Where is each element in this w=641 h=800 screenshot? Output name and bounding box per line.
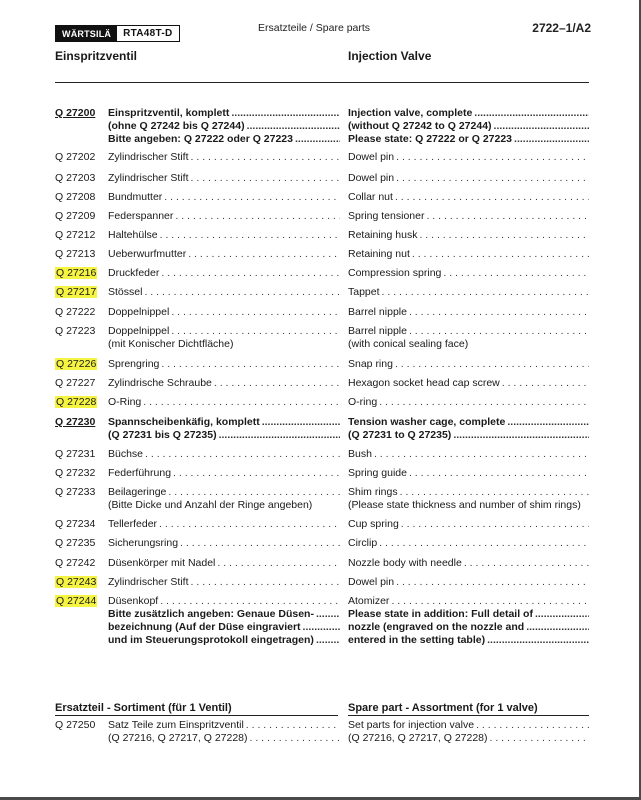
dot-leader	[424, 210, 589, 223]
english-description	[348, 377, 589, 390]
english-description-text: (Please state thickness and number of shim rings)	[348, 499, 581, 511]
english-description-text: nozzle (engraved on the nozzle and	[348, 621, 525, 633]
english-description-text: Set parts for injection valve	[348, 719, 475, 731]
part-number	[55, 518, 95, 531]
english-description	[348, 416, 589, 429]
german-description-text: Haltehülse	[108, 229, 158, 241]
part-number-text: Q 27242	[55, 557, 96, 569]
german-description-text: Düsenkörper mit Nadel	[108, 557, 216, 569]
dot-leader	[407, 325, 589, 338]
german-description-text: Zylindrischer Stift	[108, 576, 189, 588]
german-description	[108, 448, 340, 461]
german-description	[108, 107, 340, 120]
part-number	[55, 416, 95, 429]
english-description	[348, 429, 589, 442]
english-description	[348, 358, 589, 371]
dot-leader	[314, 634, 340, 647]
english-description	[348, 499, 589, 512]
english-description	[348, 325, 589, 338]
german-description-text: Stössel	[108, 286, 143, 298]
german-description	[108, 151, 340, 164]
english-description-text: Hexagon socket head cap screw	[348, 377, 500, 389]
dot-leader	[407, 306, 589, 319]
german-description	[108, 557, 340, 570]
german-description-text: Spannscheibenkäfig, komplett	[108, 416, 260, 428]
english-description	[348, 634, 589, 647]
part-number-text: Q 27212	[55, 229, 96, 241]
part-number	[55, 325, 95, 338]
german-description	[108, 267, 340, 280]
dot-leader	[399, 518, 589, 531]
english-description-text: Shim rings	[348, 486, 398, 498]
english-description	[348, 557, 589, 570]
german-description-text: Federführung	[108, 467, 172, 479]
dot-leader	[217, 429, 340, 442]
logo-brand: WÄRTSILÄ	[56, 26, 117, 41]
title-english: Injection Valve	[348, 49, 432, 63]
english-description-text: (without Q 27242 to Q 27244)	[348, 120, 492, 132]
part-number-text: Q 27234	[55, 518, 96, 530]
dot-leader	[245, 120, 340, 133]
dot-leader	[293, 133, 340, 146]
part-number-highlighted: Q 27244	[56, 595, 97, 607]
english-description-text: Retaining nut	[348, 248, 410, 260]
english-description-text: Injection valve, complete	[348, 107, 473, 119]
dot-leader	[394, 151, 589, 164]
english-description	[348, 396, 589, 409]
part-number-highlighted: Q 27217	[56, 286, 97, 298]
english-description-text: Barrel nipple	[348, 325, 407, 337]
dot-leader	[301, 621, 340, 634]
dot-leader	[474, 719, 589, 732]
part-number	[55, 537, 95, 550]
part-number-text: Q 27202	[55, 151, 96, 163]
english-description	[348, 576, 589, 589]
part-number-text: Q 27213	[55, 248, 96, 260]
english-description	[348, 191, 589, 204]
part-number-text: Q 27230	[55, 416, 96, 428]
dot-leader	[394, 576, 589, 589]
german-description	[108, 191, 340, 204]
english-description	[348, 229, 589, 242]
german-description	[108, 172, 340, 185]
english-description-text: Atomizer	[348, 595, 390, 607]
english-description	[348, 621, 589, 634]
part-number-highlighted: Q 27243	[56, 576, 97, 588]
part-number	[55, 486, 95, 499]
header-divider	[55, 82, 589, 83]
english-description	[348, 151, 589, 164]
german-description	[108, 634, 340, 647]
german-description	[108, 576, 340, 589]
german-description-text: Bitte zusätzlich angeben: Genaue Düsen-	[108, 608, 314, 620]
german-description	[108, 133, 340, 146]
english-description	[348, 467, 589, 480]
english-description	[348, 248, 589, 261]
dot-leader	[141, 396, 340, 409]
english-description	[348, 608, 589, 621]
german-description-text: Doppelnippel	[108, 306, 170, 318]
english-description-text: Dowel pin	[348, 151, 395, 163]
dot-leader	[380, 286, 589, 299]
english-description	[348, 210, 589, 223]
dot-leader	[229, 107, 340, 120]
dot-leader	[169, 306, 340, 319]
part-number	[55, 719, 95, 732]
english-description-text: Tension washer cage, complete	[348, 416, 506, 428]
english-description	[348, 267, 589, 280]
english-description-text: Barrel nipple	[348, 306, 407, 318]
german-description	[108, 416, 340, 429]
dot-leader	[158, 229, 340, 242]
german-description-text: (Q 27231 bis Q 27235)	[108, 429, 217, 441]
english-description	[348, 133, 589, 146]
dot-leader	[492, 120, 589, 133]
english-description-text: (Q 27231 to Q 27235)	[348, 429, 452, 441]
english-description-text: entered in the setting table)	[348, 634, 486, 646]
english-description-text: (Q 27216, Q 27217, Q 27228)	[348, 732, 488, 744]
german-description-text: Einspritzventil, komplett	[108, 107, 230, 119]
english-description-text: O-ring	[348, 396, 378, 408]
part-number	[55, 151, 95, 164]
part-number	[55, 377, 95, 390]
part-number	[55, 306, 95, 319]
dot-leader	[173, 210, 340, 223]
english-description-text: Cup spring	[348, 518, 399, 530]
dot-leader	[393, 358, 589, 371]
dot-leader	[166, 486, 340, 499]
german-description-text: Sicherungsring	[108, 537, 179, 549]
dot-leader	[377, 537, 589, 550]
dot-leader	[462, 557, 589, 570]
german-description	[108, 358, 340, 371]
dot-leader	[186, 248, 340, 261]
english-description	[348, 338, 589, 351]
part-number	[55, 467, 95, 480]
german-description-text: Bitte angeben: Q 27222 oder Q 27223	[108, 133, 293, 145]
english-description-text: Please state in addition: Full detail of	[348, 608, 533, 620]
part-number	[55, 210, 95, 223]
dot-leader	[159, 267, 340, 280]
german-description-text: Beilageringe	[108, 486, 167, 498]
part-number	[55, 267, 97, 280]
part-number	[55, 286, 97, 299]
german-description-text: Büchse	[108, 448, 144, 460]
english-description-text: Nozzle body with needle	[348, 557, 462, 569]
dot-leader	[143, 448, 340, 461]
english-description-text: (with conical sealing face)	[348, 338, 469, 350]
dot-leader	[178, 537, 340, 550]
english-description	[348, 595, 589, 608]
assortment-title-english: Spare part - Assortment (for 1 valve)	[348, 702, 538, 714]
german-description	[108, 621, 340, 634]
part-number-text: Q 27200	[55, 107, 96, 119]
dot-leader	[512, 133, 589, 146]
german-description	[108, 732, 340, 745]
part-number-text: Q 27203	[55, 172, 96, 184]
english-description-text: Tappet	[348, 286, 380, 298]
dot-leader	[393, 191, 589, 204]
dot-leader	[189, 151, 340, 164]
dot-leader	[394, 172, 589, 185]
english-description-text: Circlip	[348, 537, 378, 549]
english-description-text: Retaining husk	[348, 229, 418, 241]
part-number-text: Q 27233	[55, 486, 96, 498]
dot-leader	[500, 377, 589, 390]
english-description-text: Collar nut	[348, 191, 393, 203]
dot-leader	[533, 608, 589, 621]
english-description	[348, 448, 589, 461]
german-description	[108, 306, 340, 319]
part-number-text: Q 27232	[55, 467, 96, 479]
part-number-text: Q 27227	[55, 377, 96, 389]
german-description	[108, 248, 340, 261]
german-description-text: Bundmutter	[108, 191, 163, 203]
german-description-text: Sprengring	[108, 358, 160, 370]
part-number	[55, 358, 97, 371]
dot-leader	[215, 557, 340, 570]
german-description-text: O-Ring	[108, 396, 142, 408]
english-description	[348, 306, 589, 319]
english-description-text: Bush	[348, 448, 372, 460]
dot-leader	[485, 634, 589, 647]
dot-leader	[417, 229, 589, 242]
german-description-text: Zylindrischer Stift	[108, 151, 189, 163]
german-description-text: (Q 27216, Q 27217, Q 27228)	[108, 732, 248, 744]
part-number	[55, 576, 97, 589]
part-number-highlighted: Q 27226	[56, 358, 97, 370]
english-description	[348, 732, 589, 745]
german-description	[108, 719, 340, 732]
german-description	[108, 429, 340, 442]
part-number	[55, 595, 97, 608]
german-description	[108, 120, 340, 133]
german-description-text: Zylindrischer Stift	[108, 172, 189, 184]
dot-leader	[244, 719, 340, 732]
dot-leader	[159, 358, 340, 371]
german-description-text: Ueberwurfmutter	[108, 248, 187, 260]
part-number-text: Q 27209	[55, 210, 96, 222]
english-description	[348, 537, 589, 550]
dot-leader	[189, 576, 340, 589]
assortment-underline-german	[55, 715, 338, 716]
german-description-text: Zylindrische Schraube	[108, 377, 212, 389]
german-description-text: Federspanner	[108, 210, 174, 222]
dot-leader	[169, 325, 340, 338]
part-number-text: Q 27223	[55, 325, 96, 337]
english-description-text: Spring tensioner	[348, 210, 425, 222]
german-description	[108, 210, 340, 223]
title-german: Einspritzventil	[55, 49, 138, 63]
german-description-text: bezeichnung (Auf der Düse eingraviert	[108, 621, 301, 633]
english-description	[348, 719, 589, 732]
german-description	[108, 595, 340, 608]
dot-leader	[524, 621, 589, 634]
dot-leader	[171, 467, 340, 480]
dot-leader	[389, 595, 589, 608]
logo-model: RTA48T-D	[123, 28, 173, 39]
english-description	[348, 286, 589, 299]
english-description-text: Please state: Q 27222 or Q 27223	[348, 133, 513, 145]
part-number	[55, 229, 95, 242]
dot-leader	[451, 429, 589, 442]
document-number: 2722–1/A2	[532, 21, 591, 35]
part-number-highlighted: Q 27228	[56, 396, 97, 408]
dot-leader	[377, 396, 589, 409]
dot-leader	[314, 608, 340, 621]
part-number-text: Q 27235	[55, 537, 96, 549]
part-number-text: Q 27222	[55, 306, 96, 318]
part-number-text: Q 27250	[55, 719, 96, 731]
part-number-highlighted: Q 27216	[56, 267, 97, 279]
german-description-text: Düsenkopf	[108, 595, 159, 607]
part-number	[55, 172, 95, 185]
german-description-text: (Bitte Dicke und Anzahl der Ringe angeben)	[108, 499, 313, 511]
dot-leader	[158, 595, 340, 608]
dot-leader	[142, 286, 340, 299]
german-description	[108, 286, 340, 299]
part-number	[55, 248, 95, 261]
german-description-text: Doppelnippel	[108, 325, 170, 337]
german-description	[108, 608, 340, 621]
english-description	[348, 518, 589, 531]
part-number	[55, 191, 95, 204]
german-description	[108, 229, 340, 242]
german-description-text: und im Steuerungsprotokoll eingetragen)	[108, 634, 314, 646]
assortment-underline-english	[348, 715, 589, 716]
dot-leader	[488, 732, 589, 745]
german-description	[108, 338, 340, 351]
dot-leader	[505, 416, 589, 429]
dot-leader	[162, 191, 340, 204]
part-number-text: Q 27208	[55, 191, 96, 203]
english-description-text: Compression spring	[348, 267, 442, 279]
dot-leader	[441, 267, 589, 280]
english-description-text: Dowel pin	[348, 576, 395, 588]
assortment-title-german: Ersatzteil - Sortiment (für 1 Ventil)	[55, 702, 232, 714]
dot-leader	[189, 172, 340, 185]
german-description	[108, 537, 340, 550]
part-number-text: Q 27231	[55, 448, 96, 460]
german-description-text: Satz Teile zum Einspritzventil	[108, 719, 244, 731]
english-description	[348, 486, 589, 499]
german-description	[108, 499, 340, 512]
part-number	[55, 107, 95, 120]
german-description-text: Druckfeder	[108, 267, 160, 279]
german-description-text: Tellerfeder	[108, 518, 158, 530]
german-description	[108, 486, 340, 499]
dot-leader	[472, 107, 589, 120]
english-description-text: Dowel pin	[348, 172, 395, 184]
english-description-text: Spring guide	[348, 467, 407, 479]
german-description	[108, 518, 340, 531]
dot-leader	[372, 448, 589, 461]
wartsila-logo	[55, 25, 180, 42]
german-description	[108, 396, 340, 409]
german-description-text: (mit Konischer Dichtfläche)	[108, 338, 234, 350]
english-description-text: Snap ring	[348, 358, 393, 370]
dot-leader	[248, 732, 340, 745]
part-number	[55, 557, 95, 570]
english-description	[348, 172, 589, 185]
german-description	[108, 325, 340, 338]
dot-leader	[212, 377, 340, 390]
english-description	[348, 120, 589, 133]
dot-leader	[157, 518, 340, 531]
dot-leader	[410, 248, 589, 261]
dot-leader	[398, 486, 589, 499]
part-number	[55, 448, 95, 461]
german-description-text: (ohne Q 27242 bis Q 27244)	[108, 120, 245, 132]
english-description	[348, 107, 589, 120]
dot-leader	[407, 467, 589, 480]
part-number	[55, 396, 97, 409]
german-description	[108, 377, 340, 390]
dot-leader	[260, 416, 340, 429]
header-center-title: Ersatzteile / Spare parts	[258, 22, 371, 34]
german-description	[108, 467, 340, 480]
